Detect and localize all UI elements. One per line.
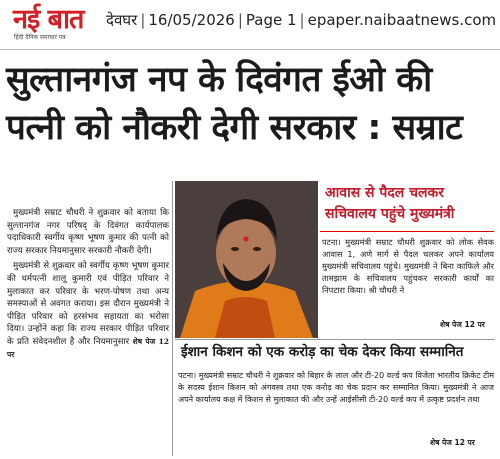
side-story-headline: ईशान किशन को एक करोड़ का चेक देकर किया सम्मानित bbox=[181, 344, 464, 360]
subhead-underline bbox=[320, 231, 494, 232]
continued-note: शेष पेज 12 पर bbox=[440, 320, 485, 329]
side-story-headline: आवास से पैदल चलकर सचिवालय पहुंचे मुख्यमंत्री bbox=[325, 185, 455, 222]
edition-info: देवघर | 16/05/2026 | Page 1 | epaper.naibaatnews.com bbox=[106, 11, 497, 29]
continued-note: शेष पेज 12 पर bbox=[430, 438, 475, 447]
side-story-walk bbox=[319, 181, 494, 338]
side-story-body: पटना। मुख्यमंत्री सम्राट चौधरी शुक्रवार को लोक सेवक आवास 1, अणे मार्ग से पैदल चलकर अपने कार्यालय मुख्यमंत्री सचिवालय पहुंचे। मुख्यमंत्री ने बिना काफिले और तामझाम के सचिवालय पहुंचकर सरकारी कार्यों का निपटारा किया। श्री चौधरी ने bbox=[322, 237, 494, 295]
header-divider bbox=[0, 49, 500, 50]
lead-headline: सुल्तानगंज नप के दिवंगत ईओ की पत्नी को नौकरी देगी सरकार : सम्राट bbox=[6, 60, 463, 148]
portrait-photo bbox=[175, 181, 318, 338]
page-number: Page 1 bbox=[245, 11, 297, 29]
column-divider bbox=[172, 181, 173, 456]
logo-tagline: हिंदी दैनिक समाचार पत्र bbox=[14, 34, 66, 41]
edition-date: 16/05/2026 bbox=[148, 11, 235, 29]
site-url[interactable]: epaper.naibaatnews.com bbox=[307, 11, 497, 29]
lead-story-body bbox=[7, 207, 169, 364]
newspaper-logo: नई बात bbox=[13, 4, 84, 35]
continued-note: शेष पेज 12 पर bbox=[7, 336, 170, 359]
story-paragraph: मुख्यमंत्री से शुक्रवार को स्वर्गीय कृष्ण भूषण कुमार की धर्मपत्नी शालू कुमारी एवं पीड़ित परिवार ने मुलाकात कर परिवार के भरण-पोषण तथा अन्य समस्याओं से अवगत कराया। इस दौरान मुख्यमंत्री ने पीड़ित परिवार को हरसंभव सहायता का भरोसा दिया। उन्होंने कहा कि राज्य सरकार पीड़ित परिवार के प्रति संवेदनशील है और नियमानुसार शेष पेज 12 पर bbox=[7, 261, 170, 359]
side-story-body: पटना। मुख्यमंत्री सम्राट चौधरी ने शुक्रवार को बिहार के लाल और टी-20 वर्ल्ड कप विजेता भारतीय क्रिकेट टीम के सदस्य ईशान किशन को अंगवस्त्र तथा एक करोड़ का चेक प्रदान कर सम्मानित किया। मुख्यमंत्री ने आज अपने कार्यालय कक्ष में किशन से मुलाकात की और उन्हें आईसीसी टी-20 वर्ल्ड कप में उत्कृष्ट प्रदर्शन तथा bbox=[178, 371, 494, 404]
story-paragraph: मुख्यमंत्री सम्राट चौधरी ने शुक्रवार को बताया कि सुल्तानगंज नगर परिषद् के दिवंगत कार्यपालक पदाधिकारी स्वर्गीय कृष्ण भूषण कुमार की पत्नी को राज्य सरकार नियमानुसार सरकारी नौकरी देगी। bbox=[7, 208, 169, 256]
edition-name: देवघर bbox=[106, 11, 138, 29]
